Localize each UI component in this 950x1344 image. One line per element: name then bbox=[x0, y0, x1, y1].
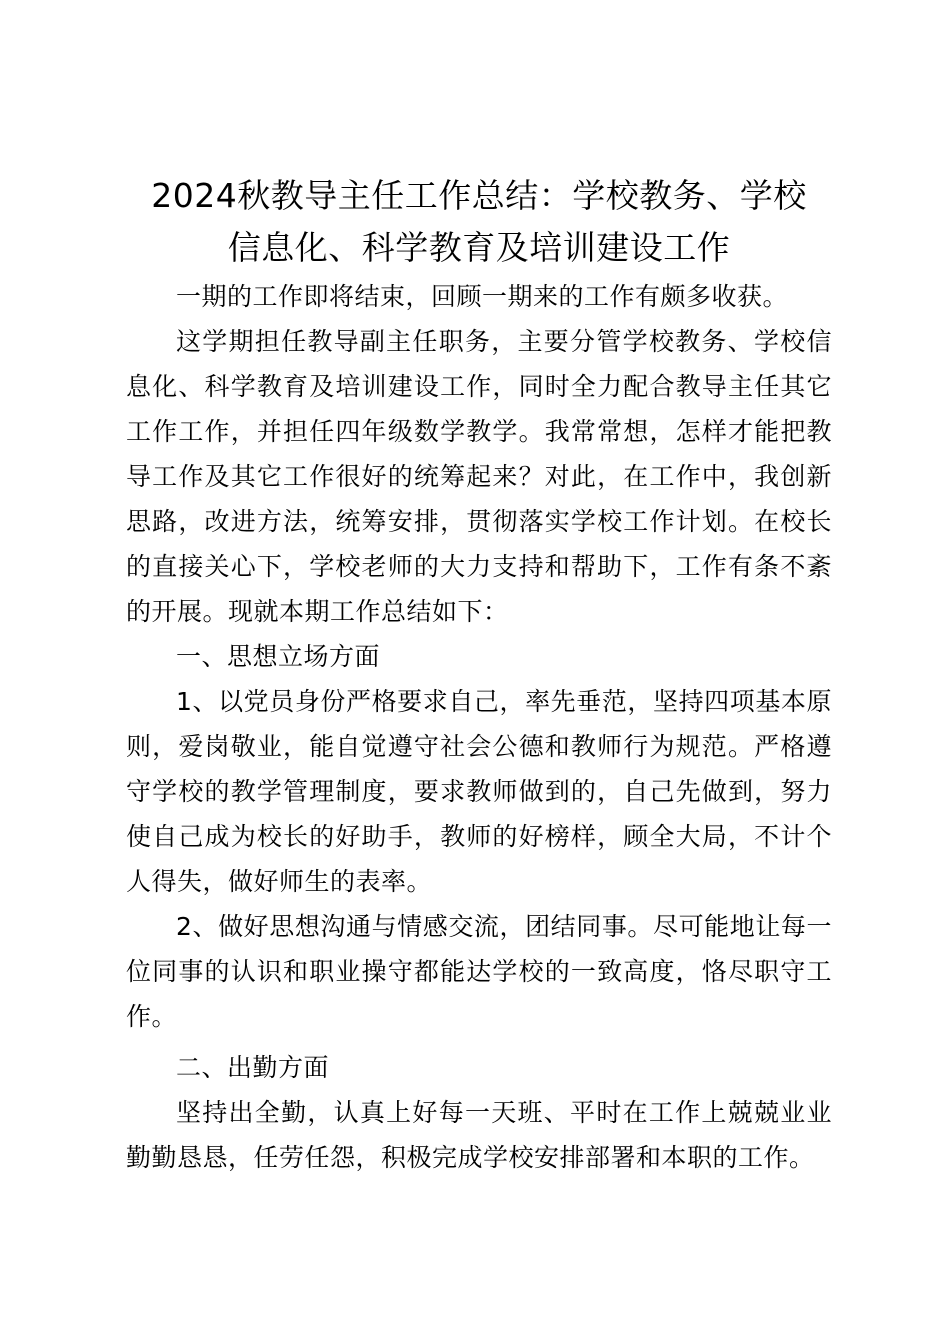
section-heading-ideology: 一、思想立场方面 bbox=[176, 642, 381, 671]
section-heading-attendance: 二、出勤方面 bbox=[176, 1053, 330, 1082]
title-line-1: 2024秋教导主任工作总结：学校教务、学校 bbox=[151, 176, 807, 215]
document-page bbox=[126, 170, 832, 1180]
document-title bbox=[126, 170, 832, 274]
ideology-item-1: 1、以党员身份严格要求自己，率先垂范，坚持四项基本原则，爱岗敬业，能自觉遵守社会公德和教师行为规范。严格遵守学校的教学管理制度，要求教师做到的，自己先做到，努力使自己成为校长的好助手，教师的好榜样，顾全大局，不计个人得失，做好师生的表率。 bbox=[126, 687, 832, 896]
attendance-paragraph: 坚持出全勤，认真上好每一天班、平时在工作上兢兢业业勤勤恳恳，任劳任怨，积极完成学校安排部署和本职的工作。 bbox=[126, 1098, 832, 1172]
intro-paragraph: 一期的工作即将结束，回顾一期来的工作有颇多收获。 bbox=[176, 282, 789, 311]
ideology-item-2: 2、做好思想沟通与情感交流，团结同事。尽可能地让每一位同事的认识和职业操守都能达学校的一致高度，恪尽职守工作。 bbox=[126, 912, 832, 1031]
title-line-2: 信息化、科学教育及培训建设工作 bbox=[227, 228, 731, 267]
overview-paragraph: 这学期担任教导副主任职务，主要分管学校教务、学校信息化、科学教育及培训建设工作，同时全力配合教导主任其它工作工作，并担任四年级数学教学。我常常想，怎样才能把教导工作及其它工作很好的统筹起来？对此，在工作中，我创新思路，改进方法，统筹安排，贯彻落实学校工作计划。在校长的直接关心下，学校老师的大力支持和帮助下，工作有条不紊的开展。现就本期工作总结如下： bbox=[126, 327, 832, 626]
